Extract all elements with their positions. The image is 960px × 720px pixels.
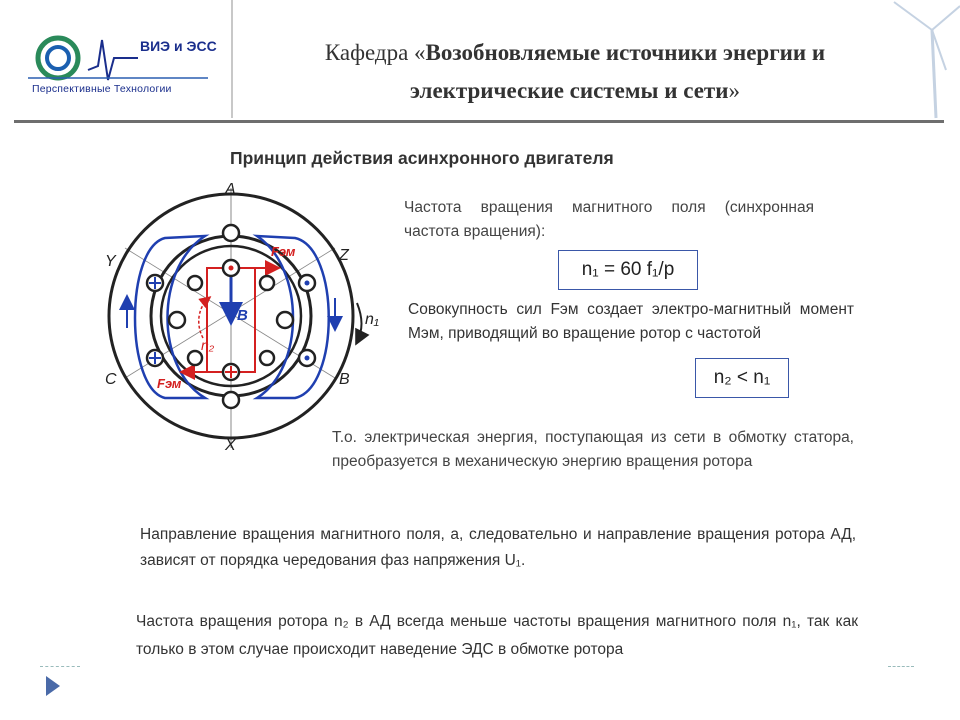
label-n2: n₂ — [201, 337, 215, 353]
rotor-slot-ll — [188, 351, 202, 365]
slot-x — [223, 392, 239, 408]
label-y: Y — [105, 253, 116, 270]
footer-dash-right — [888, 666, 914, 667]
label-n1: n₁ — [365, 311, 379, 328]
rotor-slot-ul — [188, 276, 202, 290]
para-energy-conversion: Т.о. электрическая энергия, поступающая из сети в обмотку статора, преобразуется в механическую энергию вращения ротора — [332, 429, 854, 470]
page-title — [250, 34, 900, 110]
dot-mark-b — [305, 356, 310, 361]
formula-n1: n₁ = 60 f₁/p — [558, 250, 698, 290]
logo-name: ВИЭ и ЭСС — [140, 38, 217, 54]
para-rotation-direction: Направление вращения магнитного поля, а, следовательно и направление вращения ротора АД, зависят от порядка чередования фаз напряжения U₁. — [140, 526, 856, 569]
slide-title: Принцип действия асинхронного двигателя — [230, 148, 614, 168]
label-force-top: Fэм — [271, 244, 296, 259]
title-line-2: электрические системы и сети — [410, 78, 729, 103]
header-divider — [231, 0, 233, 118]
rotor-slot-ur — [260, 276, 274, 290]
next-slide-arrow-icon[interactable] — [46, 676, 60, 696]
para-rotor-speed: Частота вращения ротора n₂ в АД всегда меньше частоты вращения магнитного поля n₁, так как только в этом случае происходит наведение ЭДС в обмотке ротора — [136, 613, 858, 658]
slot-a — [223, 225, 239, 241]
para-torque: Совокупность сил Fэм создает электро-магнитный момент Mэм, приводящий во вращение ротор с частотой — [408, 301, 854, 342]
header-rule — [14, 120, 944, 123]
rotor-slot-right — [277, 312, 293, 328]
logo — [28, 20, 218, 100]
n1-arc-arrow — [357, 303, 362, 342]
label-z: Z — [339, 247, 349, 264]
formula-n2-n1: n₂ < n₁ — [695, 358, 789, 398]
label-b-vector: B — [237, 307, 248, 324]
label-c: C — [105, 371, 117, 388]
wind-turbine-icon — [880, 0, 960, 120]
motor-diagram — [95, 178, 395, 458]
dot-mark-rotor — [229, 266, 234, 271]
label-b: B — [339, 371, 350, 388]
title-line-1: Возобновляемые источники энергии и — [425, 40, 826, 65]
label-force-bottom: Fэм — [157, 376, 182, 391]
logo-tagline: Перспективные Технологии — [32, 83, 172, 95]
label-a: A — [225, 181, 236, 198]
footer-dash-left — [40, 666, 80, 667]
rotor-slot-left — [169, 312, 185, 328]
dot-mark-z — [305, 281, 310, 286]
title-prefix: Кафедра « — [324, 40, 426, 65]
rotor-slot-lr — [260, 351, 274, 365]
title-suffix: » — [728, 78, 740, 103]
label-x: X — [225, 437, 236, 454]
para-sync-frequency: Частота вращения магнитного поля (синхронная частота вращения): — [404, 199, 814, 240]
